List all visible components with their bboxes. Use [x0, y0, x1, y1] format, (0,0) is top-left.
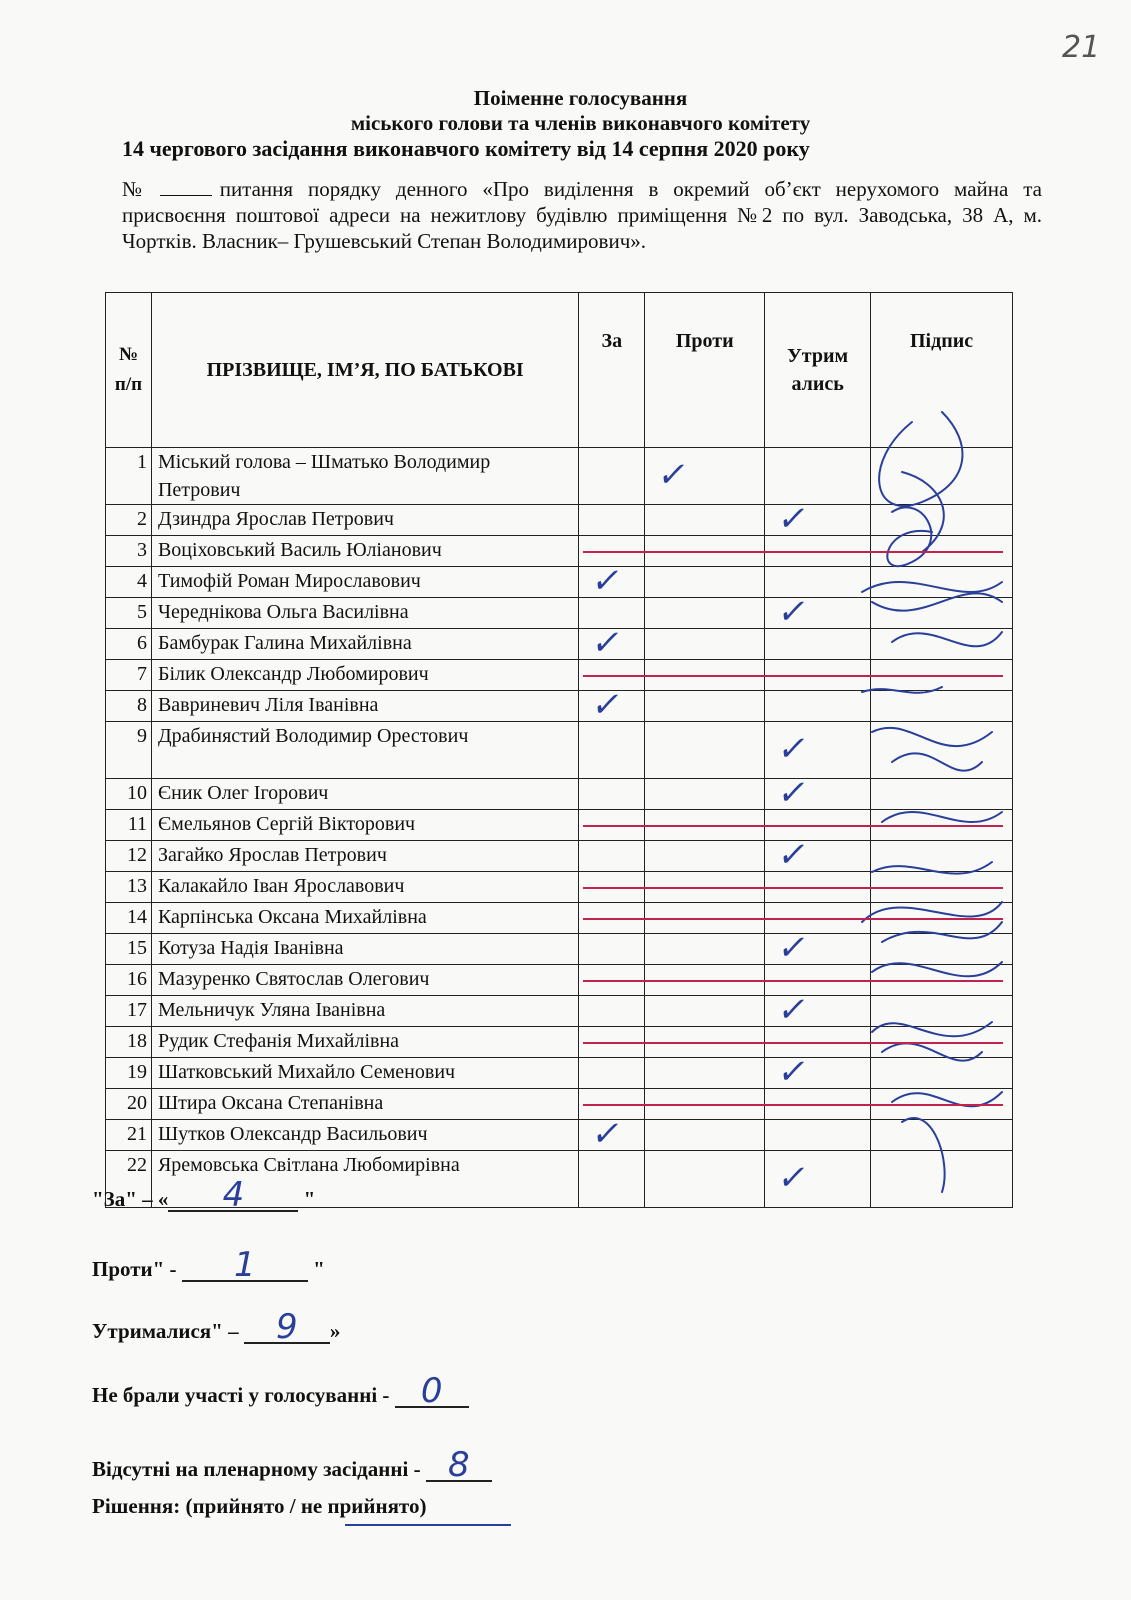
agenda-item-text	[122, 176, 1042, 254]
summary-proty	[92, 1245, 325, 1285]
summary-utr-label: Утрималися" –	[92, 1319, 239, 1343]
summary-not-voted	[92, 1371, 469, 1411]
absent-strike-line	[583, 825, 1003, 827]
header-name: ПРІЗВИЩЕ, ІМ’Я, ПО БАТЬКОВІ	[151, 293, 578, 448]
cell-za	[579, 1151, 645, 1208]
row-number: 4	[106, 567, 152, 598]
page-number: 21	[1062, 30, 1101, 65]
cell-proty	[645, 996, 765, 1027]
cell-proty	[645, 1058, 765, 1089]
cell-za	[579, 505, 645, 536]
member-name: Білик Олександр Любомирович	[151, 660, 578, 691]
cell-proty	[645, 1120, 765, 1151]
row-number: 12	[106, 841, 152, 872]
member-name: Тимофій Роман Мирославович	[151, 567, 578, 598]
summary-absent-value: 8	[426, 1450, 492, 1482]
summary-za-value: 4	[168, 1180, 298, 1212]
summary-za-close: "	[303, 1187, 316, 1211]
document-header	[118, 86, 1043, 161]
absent-strike-line	[583, 887, 1003, 889]
row-number: 19	[106, 1058, 152, 1089]
vote-check-mark: ✓	[588, 561, 626, 601]
row-number: 18	[106, 1027, 152, 1058]
row-number: 3	[106, 536, 152, 567]
cell-proty	[645, 841, 765, 872]
summary-absent	[92, 1445, 492, 1485]
row-number: 22	[106, 1151, 152, 1208]
vote-check-mark: ✓	[588, 623, 626, 663]
row-number: 1	[106, 448, 152, 505]
cell-proty	[645, 567, 765, 598]
row-number: 10	[106, 779, 152, 810]
absent-strike-line	[583, 1104, 1003, 1106]
vote-check-mark: ✓	[588, 685, 626, 725]
cell-proty	[645, 598, 765, 629]
vote-check-mark: ✓	[774, 773, 812, 813]
summary-za-label: "За" – «	[92, 1187, 169, 1211]
vote-check-mark: ✓	[774, 990, 812, 1030]
row-number: 20	[106, 1089, 152, 1120]
row-number: 6	[106, 629, 152, 660]
header-line-2: міського голови та членів виконавчого комітету	[350, 111, 811, 135]
row-number: 21	[106, 1120, 152, 1151]
vote-check-mark: ✓	[654, 455, 692, 495]
cell-proty	[645, 779, 765, 810]
agenda-number-blank	[160, 177, 212, 196]
member-name: Череднікова Ольга Василівна	[151, 598, 578, 629]
row-number: 5	[106, 598, 152, 629]
cell-za	[579, 934, 645, 965]
vote-check-mark: ✓	[774, 729, 812, 769]
vote-check-mark: ✓	[774, 1052, 812, 1092]
header-line-1: Поіменне голосування	[473, 86, 688, 110]
cell-za	[579, 722, 645, 779]
member-name: Ємельянов Сергій Вікторович	[151, 810, 578, 841]
cell-proty	[645, 505, 765, 536]
row-number: 2	[106, 505, 152, 536]
member-name: Яремовська Світлана Любомирівна	[151, 1151, 578, 1208]
summary-proty-close: "	[313, 1257, 325, 1281]
vote-check-mark: ✓	[774, 499, 812, 539]
member-name: Єник Олег Ігорович	[151, 779, 578, 810]
header-za: За	[579, 293, 645, 448]
member-name: Шутков Олександр Васильович	[151, 1120, 578, 1151]
row-number: 7	[106, 660, 152, 691]
cell-za	[579, 779, 645, 810]
row-number: 11	[106, 810, 152, 841]
member-name: Загайко Ярослав Петрович	[151, 841, 578, 872]
summary-utr-close: »	[329, 1319, 341, 1343]
member-name: Бамбурак Галина Михайлівна	[151, 629, 578, 660]
summary-nb-value: 0	[395, 1376, 469, 1408]
member-name: Мазуренко Святослав Олегович	[151, 965, 578, 996]
member-name: Вавриневич Ліля Іванівна	[151, 691, 578, 722]
summary-proty-value: 1	[182, 1250, 308, 1282]
member-name: Мельничук Уляна Іванівна	[151, 996, 578, 1027]
cell-proty	[645, 722, 765, 779]
summary-za	[92, 1175, 316, 1215]
member-name: Калакайло Іван Ярославович	[151, 872, 578, 903]
header-utrymalys: Утрим ались	[765, 293, 871, 448]
header-num: № п/п	[106, 293, 152, 448]
summary-nb-label: Не брали участі у голосуванні -	[92, 1383, 390, 1407]
vote-check-mark: ✓	[774, 835, 812, 875]
summary-absent-label: Відсутні на пленарному засіданні -	[92, 1457, 421, 1481]
header-proty: Проти	[645, 293, 765, 448]
cell-proty	[645, 629, 765, 660]
member-name: Карпінська Оксана Михайлівна	[151, 903, 578, 934]
summary-utrymalys	[92, 1307, 341, 1347]
member-name: Міський голова – Шматько Володимир Петрович	[151, 448, 578, 505]
row-number: 16	[106, 965, 152, 996]
absent-strike-line	[583, 980, 1003, 982]
member-name: Дзиндра Ярослав Петрович	[151, 505, 578, 536]
absent-strike-line	[583, 551, 1003, 553]
absent-strike-line	[583, 918, 1003, 920]
row-number: 17	[106, 996, 152, 1027]
cell-za	[579, 841, 645, 872]
cell-proty	[645, 1151, 765, 1208]
member-name: Шатковський Михайло Семенович	[151, 1058, 578, 1089]
vote-check-mark: ✓	[774, 1158, 812, 1198]
vote-check-mark: ✓	[774, 928, 812, 968]
agenda-description: питання порядку денного «Про виділення в окремий об’єкт нерухомого майна та присвоєння поштової адреси на нежитлову будівлю приміщення №2 по вул. Заводська, 38 А, м. Чортків. Власник– Грушевський Степан Володимирович».	[122, 177, 1042, 253]
header-line-3: 14 чергового засідання виконавчого комітету від 14 серпня 2020 року	[122, 136, 810, 161]
cell-proty	[645, 934, 765, 965]
vote-check-mark: ✓	[588, 1114, 626, 1154]
summary-proty-label: Проти" -	[92, 1257, 177, 1281]
header-signature: Підпис	[871, 293, 1013, 448]
decision-underline	[345, 1524, 511, 1526]
member-name: Драбинястий Володимир Орестович	[151, 722, 578, 779]
member-name: Воціховський Василь Юліанович	[151, 536, 578, 567]
summary-utr-value: 9	[244, 1312, 330, 1344]
row-number: 14	[106, 903, 152, 934]
row-number: 9	[106, 722, 152, 779]
agenda-number-prefix: №	[122, 177, 152, 201]
handwritten-signatures	[852, 402, 1012, 1202]
cell-za	[579, 1058, 645, 1089]
cell-proty	[645, 691, 765, 722]
row-number: 13	[106, 872, 152, 903]
cell-za	[579, 996, 645, 1027]
row-number: 15	[106, 934, 152, 965]
vote-check-mark: ✓	[774, 592, 812, 632]
summary-decision: Рішення: (прийнято / не прийнято)	[92, 1494, 427, 1518]
row-number: 8	[106, 691, 152, 722]
member-name: Штира Оксана Степанівна	[151, 1089, 578, 1120]
absent-strike-line	[583, 675, 1003, 677]
member-name: Рудик Стефанія Михайлівна	[151, 1027, 578, 1058]
absent-strike-line	[583, 1042, 1003, 1044]
cell-za	[579, 448, 645, 505]
member-name: Котуза Надія Іванівна	[151, 934, 578, 965]
